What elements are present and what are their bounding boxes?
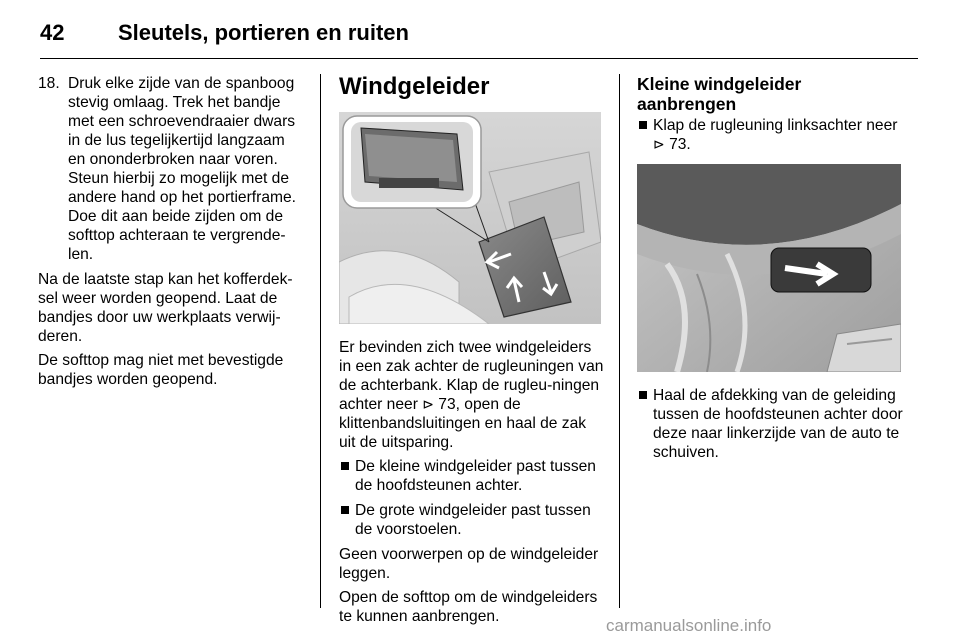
bullet-item [339, 457, 605, 495]
page-reference-icon: ⊳ [653, 136, 665, 152]
bullet-text: Haal de afdekking van de geleiding tussen de hoofdsteunen achter door deze naar linkerzijde van de auto te schuiven. [653, 387, 903, 461]
bullet-text: De kleine windgeleider past tussen de hoofdsteunen achter. [355, 458, 596, 494]
bullet-text: De grote windgeleider past tussen de voorstoelen. [355, 502, 591, 538]
column-divider [320, 74, 321, 608]
column-2 [339, 74, 605, 631]
numbered-step-18 [38, 74, 306, 264]
step-text: Druk elke zijde van de spanboog stevig omlaag. Trek het bandje met een schroevendraaier dwars in de lus tegelijkertijd langzaam en ononderbroken naar voren. Steun hierbij zo mogelijk met de andere hand op het portierframe. Doe dit aan beide zijden om de softtop achteraan te vergrende-len. [68, 75, 296, 263]
page-title: Sleutels, portieren en ruiten [118, 20, 409, 45]
column-divider [619, 74, 620, 608]
paragraph: De softtop mag niet met bevestigde bandjes worden geopend. [38, 352, 284, 388]
paragraph: Geen voorwerpen op de windgeleider leggen. [339, 546, 599, 582]
step-number: 18. [38, 75, 60, 92]
column-1 [38, 74, 306, 394]
bullet-text-a: Klap de rugleuning linksachter neer [653, 117, 898, 134]
wind-deflector-illustration [339, 112, 601, 324]
header-rule [40, 58, 918, 59]
paragraph [339, 338, 605, 452]
column-3 [637, 74, 905, 468]
bullet-item [339, 501, 605, 539]
bullet-item [637, 116, 905, 154]
intro-text-b: 73, open de klittenbandsluitingen en haal de zak uit de uitsparing. [339, 396, 587, 451]
bullet-square-icon [639, 121, 647, 129]
section-heading: Kleine windgeleider aanbrengen [637, 74, 802, 114]
bullet-item [637, 386, 905, 462]
bullet-square-icon [341, 506, 349, 514]
page-header [40, 20, 920, 60]
section-heading: Windgeleider [339, 73, 490, 100]
watermark: carmanualsonline.info [606, 616, 772, 635]
bullet-square-icon [639, 391, 647, 399]
bullet-text-b: 73. [664, 136, 691, 153]
intro-text-a: Er bevinden zich twee windgeleiders in een zak achter de rugleuningen van de achterbank. Klap de rugleu-ningen achter neer [339, 339, 604, 413]
paragraph: Na de laatste stap kan het kofferdek-sel weer worden geopend. Laat de bandjes door uw werkplaats verwij-deren. [38, 271, 293, 345]
paragraph: Open de softtop om de windgeleiders te kunnen aanbrengen. [339, 589, 598, 625]
bullet-square-icon [341, 462, 349, 470]
rear-cover-illustration [637, 164, 901, 372]
page-reference-icon: ⊳ [422, 396, 434, 412]
page-number: 42 [40, 20, 65, 45]
